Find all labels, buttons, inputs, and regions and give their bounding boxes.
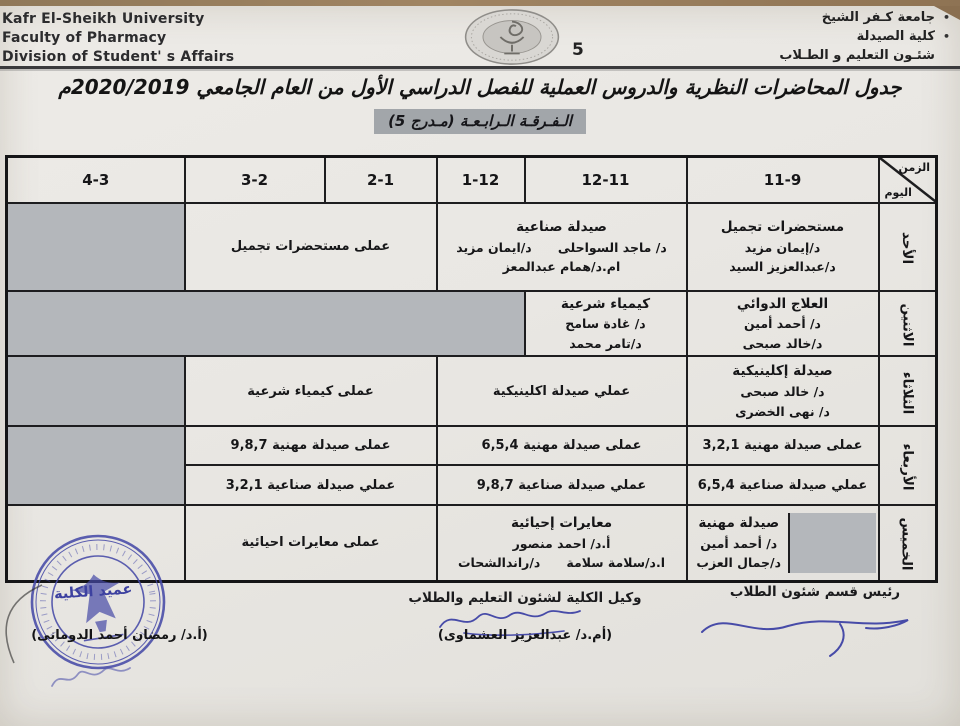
time-header-11-12: 12-11: [525, 157, 687, 203]
university-header-english: [2, 10, 234, 67]
day-label-wednesday: الأربعاء: [879, 426, 937, 505]
time-header-2-3: 3-2: [185, 157, 325, 203]
corner-label-time: الزمن: [898, 161, 930, 174]
day-label-sunday: الأحد: [879, 203, 937, 291]
cell-wednesday1-9-11: عملى صيدلة مهنية 3,2,1: [687, 426, 879, 465]
time-header-1-2: 2-1: [325, 157, 437, 203]
header-divider: [0, 66, 960, 69]
faculty-name-en: Faculty of Pharmacy: [2, 29, 167, 46]
page-number: 5: [572, 40, 584, 60]
corner-cell-time-day: [879, 157, 937, 203]
day-label-tuesday: الثلاثاء: [879, 356, 937, 426]
signature-student-affairs-head: [690, 596, 920, 658]
paper-corner: [934, 6, 960, 20]
cell-monday-12-4-empty: [7, 291, 525, 357]
cell-thursday-shaded-part: [788, 513, 876, 573]
cell-tuesday-1-3: عملى كيمياء شرعية: [185, 356, 437, 426]
signature-name-dean: (أ.د/ رمضان أحمد الدومانى): [31, 628, 208, 643]
cell-thursday-1-3: عملى معايرات احيائية: [185, 505, 437, 581]
row-sunday: [7, 203, 937, 291]
signature-title-vice-dean: وكيل الكلية لشئون التعليم والطلاب: [408, 590, 642, 606]
bullet-dot: •: [942, 11, 950, 25]
cell-tuesday-11-1: عملي صيدلة اكلينيكية: [437, 356, 687, 426]
schedule-title: جدول المحاضرات النظرية والدروس العملية للفصل الدراسي الأول من العام الجامعي 2020/2019م: [58, 75, 902, 99]
university-name-en: Kafr El-Sheikh University: [2, 11, 205, 27]
cell-monday-11-12: كيمياء شرعية د/ غادة سامح د/تامر محمد: [525, 291, 687, 357]
cell-wednesday1-1-3: عملى صيدلة مهنية 9,8,7: [185, 426, 437, 465]
signature-title-student-affairs-head: رئيس قسم شئون الطلاب: [729, 584, 901, 600]
bullet-dot: •: [942, 30, 950, 44]
faculty-pharmacy-logo-icon: [462, 8, 562, 66]
cell-wednesday2-11-1: عملي صيدلة صناعية 9,8,7: [437, 465, 687, 505]
document-page: [0, 6, 960, 726]
cell-wednesday2-9-11: عملي صيدلة صناعية 6,5,4: [687, 465, 879, 505]
handwritten-note: [46, 662, 138, 696]
schedule-subtitle: الـفـرقـة الـرابـعـة (مـدرج 5): [374, 109, 586, 134]
cell-monday-9-11: العلاج الدوائي د/ أحمد أمين د/خالد صبحى: [687, 291, 879, 357]
row-monday: [7, 291, 937, 357]
cell-tuesday-9-11: صيدلة إكلينيكية د/ خالد صبحى د/ نهى الخضرى: [687, 356, 879, 426]
cell-wednesday2-1-3: عملي صيدلة صناعية 3,2,1: [185, 465, 437, 505]
cell-wednesday1-11-1: عملى صيدلة مهنية 6,5,4: [437, 426, 687, 465]
time-header-12-1: 1-12: [437, 157, 525, 203]
corner-label-day: اليوم: [884, 185, 912, 199]
faculty-name-ar: • كلية الصيدلة: [856, 28, 950, 44]
cell-wednesday-3-4-empty: [7, 426, 185, 505]
time-header-row: [7, 157, 937, 203]
cell-sunday-3-4-empty: [7, 203, 185, 291]
day-label-monday: الاثنين: [879, 291, 937, 357]
cell-sunday-9-11: مستحضرات تجميل د/إيمان مزيد د/عبدالعزيز السيد: [687, 203, 879, 291]
signature-name-vice-dean: (أم.د/ عبدالعزيز العشماوى): [437, 628, 613, 643]
division-name-en: Division of Student' s Affairs: [2, 48, 235, 65]
time-header-9-11: 11-9: [687, 157, 879, 203]
cell-thursday-9-11: صيدلة مهنية د/ أحمد أمين د/جمال العزب: [687, 505, 879, 581]
cell-tuesday-3-4-empty: [7, 356, 185, 426]
university-header-arabic: [779, 9, 950, 66]
university-name-ar: • جامعة كـفر الشيخ: [821, 10, 950, 25]
row-tuesday: [7, 356, 937, 426]
cell-sunday-1-3: عملى مستحضرات تجميل: [185, 203, 437, 291]
division-name-ar: شئـون التعليم و الطـلاب: [779, 47, 935, 63]
time-header-3-4: 4-3: [7, 157, 185, 203]
cell-sunday-11-1: صيدلة صناعية د/ ماجد السواحلى د/ايمان مزيد ام.د/همام عبدالمعز: [437, 203, 687, 291]
stray-pen-mark: [0, 581, 54, 671]
stamp-label-dean: عميد الكلية: [53, 581, 133, 603]
row-wednesday-1: [7, 426, 937, 465]
day-label-thursday: الخميس: [879, 505, 937, 581]
cell-thursday-11-1: معايرات إحيائية أ.د/ احمد منصور ا.د/سلامة سلامة د/راندالشحات: [437, 505, 687, 581]
